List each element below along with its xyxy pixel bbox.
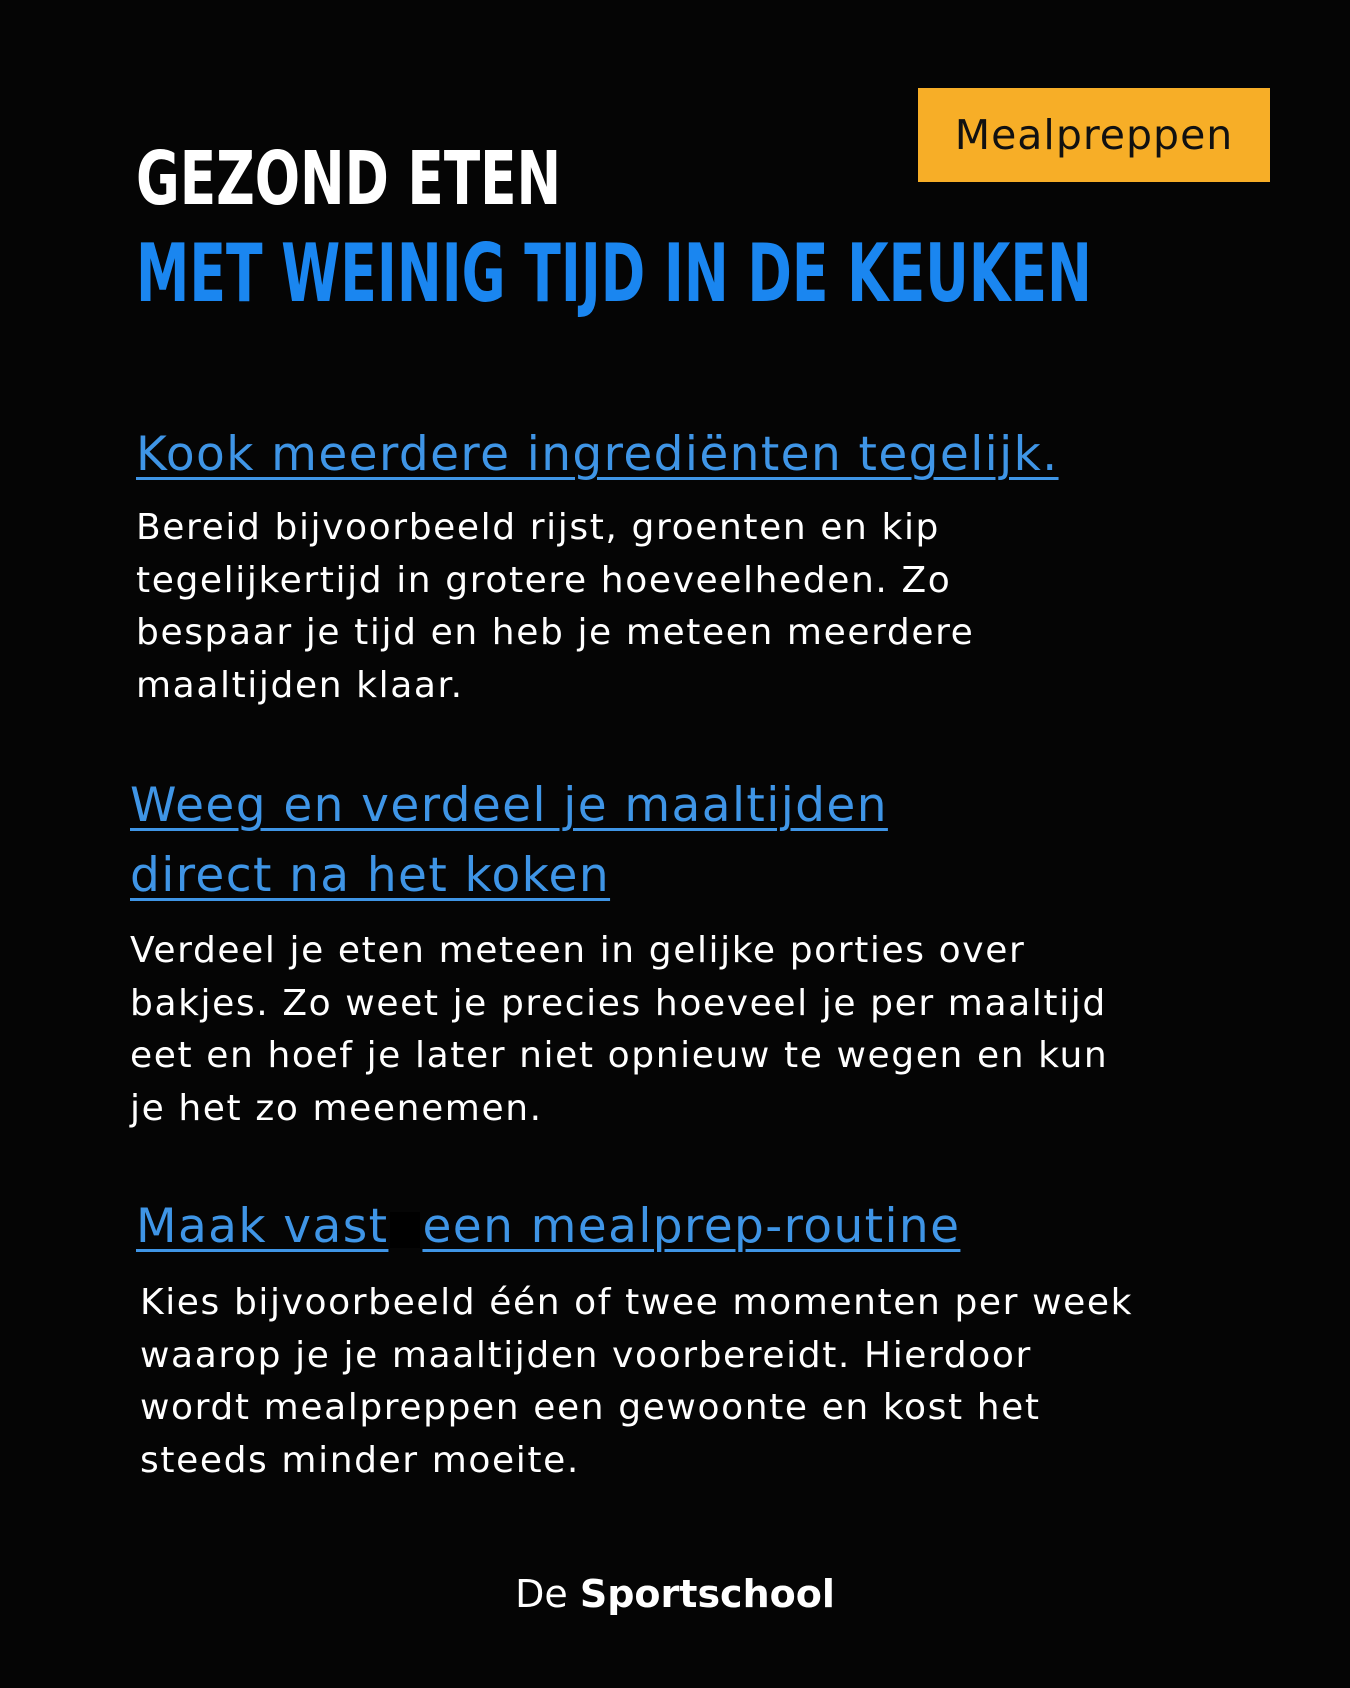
section-1-body: Bereid bijvoorbeeld rijst, groenten en kip tegelijkertijd in grotere hoeveelheden. Zo bespaar je tijd en heb je meteen meerdere maaltijden klaar. [136, 507, 975, 706]
brand-logo-light: De [515, 1572, 568, 1616]
brand-logo-bold: Sportschool [579, 1572, 835, 1616]
redaction-block [390, 1212, 420, 1248]
section-2-title-line-2: direct na het koken [130, 848, 611, 903]
section-2-body: Verdeel je eten meteen in gelijke porties over bakjes. Zo weet je precies hoeveel je per maaltijd eet en hoef je later niet opnieuw te wegen en kun je het zo meenemen. [130, 930, 1109, 1129]
section-2-title-line-1: Weeg en verdeel je maaltijden [130, 778, 888, 833]
category-badge: Mealpreppen [918, 88, 1270, 182]
section-2-title [130, 771, 888, 911]
section-3-title-part-2: een mealprep-routine [422, 1199, 961, 1254]
section-3-body: Kies bijvoorbeeld één of twee momenten per week waarop je je maaltijden voorbereidt. Hierdoor wordt mealpreppen een gewoonte en kost het steeds minder moeite. [140, 1282, 1134, 1481]
headline-line-1: GEZOND ETEN [136, 136, 562, 222]
section-3-title-part-1: Maak vast [136, 1199, 389, 1254]
brand-logo [0, 1572, 1350, 1616]
headline-line-2: MET WEINIG TIJD IN DE KEUKEN [136, 227, 1092, 320]
section-1-title: Kook meerdere ingrediënten tegelijk. [136, 427, 1059, 482]
section-3-title [136, 1192, 960, 1262]
